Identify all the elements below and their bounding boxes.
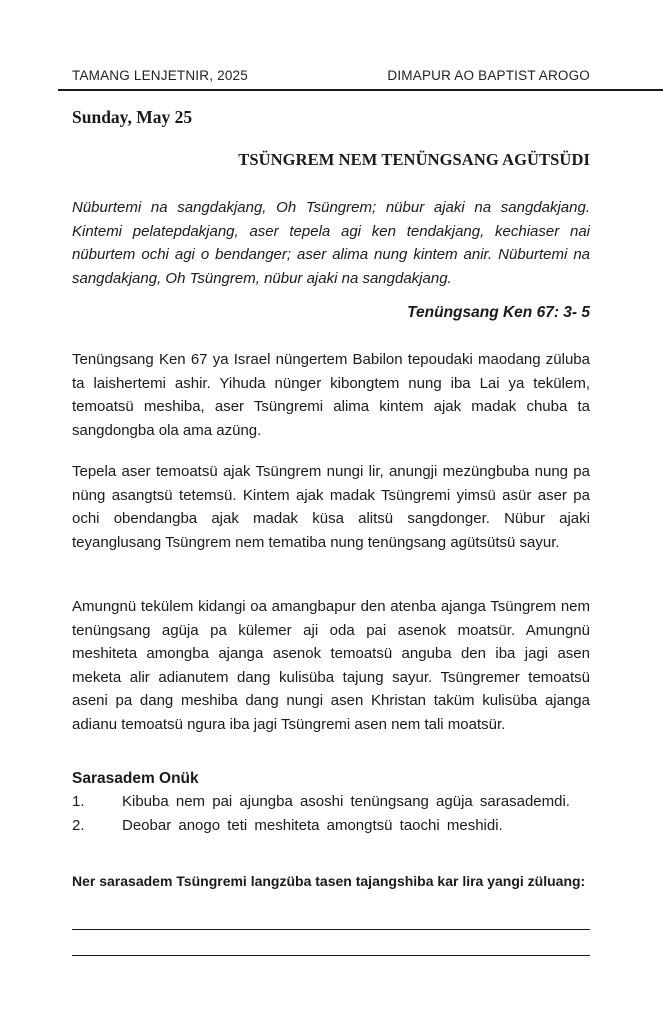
running-header: [72, 68, 590, 90]
devotion-date: Sunday, May 25: [72, 107, 193, 127]
body-paragraph-3: Amungnü tekülem kidangi oa amangbapur den atenba ajanga Tsüngrem nem tenüngsang agüja pa külemer aji oda pai asenok moatsür. Amungnü meshiteta amongba ajanga asenok temoatsü anguba den iba jagi asen meketa alir adianutem dang kulisüba tajung sayur. Tsüngremer temoatsü aseni pa dang meshiba dang nungi asen Khristan taküm kulisüba ajanga adianu temoatsü ngura iba jagi Tsüngremi asen nem tali moatsür.: [72, 598, 590, 733]
header-left-title: TAMANG LENJETNIR, 2025: [72, 68, 248, 83]
reflection-heading: Sarasadem Onük: [72, 770, 199, 787]
list-item: [72, 815, 590, 837]
writing-prompt: Ner sarasadem Tsüngremi langzüba tasen tajangshiba kar lira yangi züluang:: [72, 873, 586, 889]
reflection-list: [72, 791, 590, 839]
header-divider: [58, 89, 663, 91]
list-item-text: Deobar anogo teti meshiteta amongtsü taochi meshidi.: [122, 817, 503, 834]
scripture-verse: Nüburtemi na sangdakjang, Oh Tsüngrem; nübur ajaki na sangdakjang. Kintemi pelatepdakjang, aser tepela agi ken tendakjang, kechiaser nai nüburtem ochi agi o bendanger; aser alima nung kintem anir. Nüburtemi na sangdakjang, Oh Tsüngrem, nübur ajaki na sangdakjang.: [72, 199, 590, 287]
devotion-title: TSÜNGREM NEM TENÜNGSANG AGÜTSÜDI: [238, 150, 590, 169]
list-item-text: Kibuba nem pai ajungba asoshi tenüngsang agüja sarasademdi.: [122, 793, 570, 810]
list-item-number: 1.: [72, 793, 85, 810]
list-item-number: 2.: [72, 817, 85, 834]
writing-line: [72, 955, 590, 956]
list-item: [72, 791, 590, 813]
scripture-reference: Tenüngsang Ken 67: 3- 5: [407, 304, 590, 321]
writing-line: [72, 929, 590, 930]
body-paragraph-1: Tenüngsang Ken 67 ya Israel nüngertem Babilon tepoudaki maodang züluba ta laishertemi ashir. Yihuda nünger kibongtem nung iba Lai ya tekülem, temoatsü meshiba, aser Tsüngremi alima kintem ajak madak chuba ta sangdongba ola ama azüng.: [72, 351, 590, 439]
body-paragraph-2: Tepela aser temoatsü ajak Tsüngrem nungi lir, anungji mezüngbuba nung pa nüng asangtsü tetemsü. Kintem ajak madak Tsüngremi yimsü asür aser pa ochi obendangba ajak madak küsa alitsü sangdonger. Nübur ajaki teyanglusang Tsüngrem nem tematiba nung tenüngsang agütsütsü sayur.: [72, 463, 590, 551]
header-right-title: DIMAPUR AO BAPTIST AROGO: [387, 68, 590, 83]
